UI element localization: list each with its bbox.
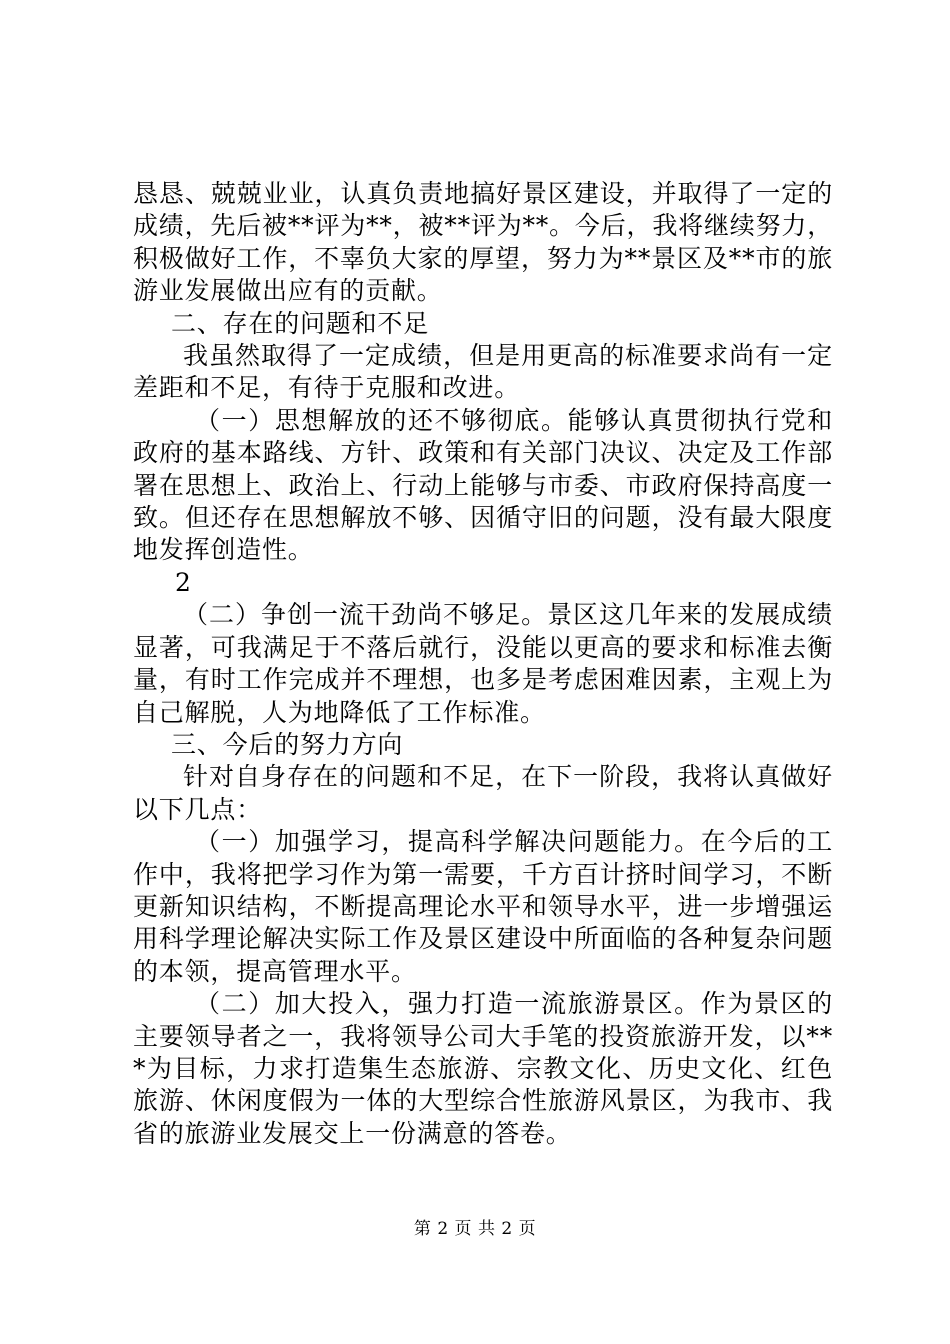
paragraph-problem-one: （一）思想解放的还不够彻底。能够认真贯彻执行党和政府的基本路线、方针、政策和有关部门决议、决定及工作部署在思想上、政治上、行动上能够与市委、市政府保持高度一致。但还存在思想解放不够、因循守旧的问题，没有最大限度地发挥创造性。 xyxy=(133,405,833,565)
document-body xyxy=(133,178,833,1150)
paragraph-problem-two: （二）争创一流干劲尚不够足。景区这几年来的发展成绩显著，可我满足于不落后就行，没能以更高的要求和标准去衡量，有时工作完成并不理想，也多是考虑困难因素，主观上为自己解脱，人为地降低了工作标准。 xyxy=(133,600,833,727)
paragraph-achievements-continued: 恳恳、兢兢业业，认真负责地搞好景区建设，并取得了一定的成绩，先后被**评为**，被**评为**。今后，我将继续努力，积极做好工作，不辜负大家的厚望，努力为**景区及**市的旅游业发展做出应有的贡献。 xyxy=(133,179,833,306)
inline-page-number: 2 xyxy=(175,567,192,597)
page-footer: 第 2 页 共 2 页 xyxy=(413,1219,537,1239)
paragraph-direction-intro: 针对自身存在的问题和不足，在下一阶段，我将认真做好以下几点： xyxy=(133,762,833,824)
section-heading-problems: 二、存在的问题和不足 xyxy=(171,308,430,338)
paragraph-direction-two: （二）加大投入，强力打造一流旅游景区。作为景区的主要领导者之一，我将领导公司大手笔的投资旅游开发，以***为目标，力求打造集生态旅游、宗教文化、历史文化、红色旅游、休闲度假为一体的大型综合性旅游风景区，为我市、我省的旅游业发展交上一份满意的答卷。 xyxy=(133,989,833,1148)
paragraph-direction-one: （一）加强学习，提高科学解决问题能力。在今后的工作中，我将把学习作为第一需要，千方百计挤时间学习，不断更新知识结构，不断提高理论水平和领导水平，进一步增强运用科学理论解决实际工作及景区建设中所面临的各种复杂问题的本领，提高管理水平。 xyxy=(133,827,833,986)
section-heading-direction: 三、今后的努力方向 xyxy=(171,729,404,759)
paragraph-problems-intro: 我虽然取得了一定成绩，但是用更高的标准要求尚有一定差距和不足，有待于克服和改进。 xyxy=(133,341,833,403)
